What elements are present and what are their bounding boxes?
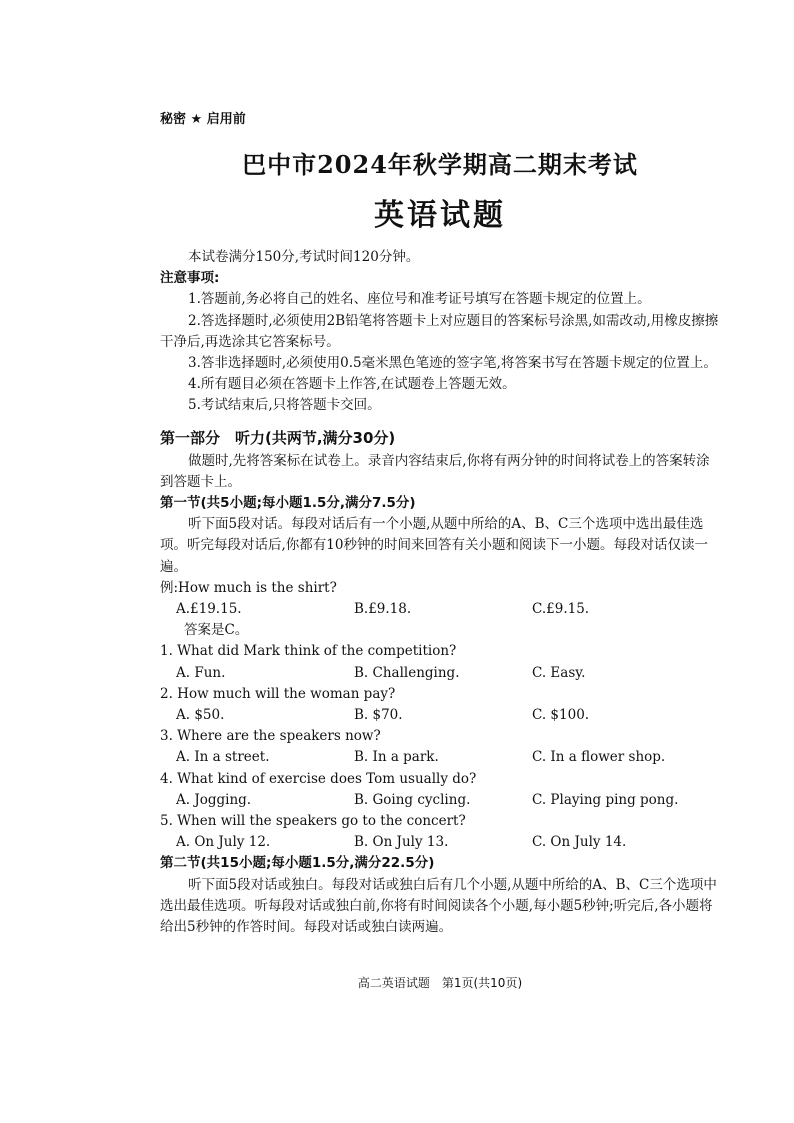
question-options (160, 832, 720, 853)
option-b: B. Challenging. (354, 664, 460, 681)
part1-instruction: 做题时,先将答案标在试卷上。录音内容结束后,你将有两分钟的时间将试卷上的答案转涂到答题卡上。 (160, 452, 710, 490)
question-options (160, 747, 720, 768)
question-4: 4. What kind of exercise does Tom usually do? (160, 770, 477, 787)
option-c: C. On July 14. (532, 834, 627, 851)
option-a: A. Jogging. (176, 791, 252, 808)
question-options (160, 790, 720, 811)
score-line: 本试卷满分150分,考试时间120分钟。 (188, 249, 420, 265)
option-b: B. On July 13. (354, 834, 449, 851)
option-c: C.£9.15. (532, 601, 590, 618)
section1-title: 第一节(共5小题;每小题1.5分,满分7.5分) (160, 495, 416, 512)
page-footer: 高二英语试题 第1页(共10页) (357, 976, 523, 990)
option-a: A. $50. (176, 707, 225, 724)
notice-item: 3.答非选择题时,必须使用0.5毫米黑色笔迹的签字笔,将答案书写在答题卡规定的位置上。 (188, 355, 717, 372)
option-b: B. In a park. (354, 749, 439, 766)
section2-title: 第二节(共15小题;每小题1.5分,满分22.5分) (160, 855, 435, 872)
option-c: C. $100. (532, 707, 590, 724)
exam-title: 巴中市2024年秋学期高二期末考试 (242, 150, 638, 179)
example-question: 例:How much is the shirt? (160, 579, 337, 596)
question-2: 2. How much will the woman pay? (160, 685, 396, 702)
question-5: 5. When will the speakers go to the concert? (160, 813, 466, 830)
question-options (160, 663, 720, 684)
example-answer: 答案是C。 (184, 622, 249, 639)
option-a: A. On July 12. (176, 834, 271, 851)
option-a: A. Fun. (176, 664, 226, 681)
notice-item: 1.答题前,务必将自己的姓名、座位号和准考证号填写在答题卡规定的位置上。 (188, 291, 651, 308)
secret-mark: 秘密 ★ 启用前 (160, 112, 246, 127)
notice-item: 5.考试结束后,只将答题卡交回。 (188, 397, 381, 414)
question-1: 1. What did Mark think of the competition? (160, 643, 457, 660)
exam-subtitle: 英语试题 (374, 198, 506, 233)
option-b: B.£9.18. (354, 601, 412, 618)
option-c: C. Easy. (532, 664, 586, 681)
notice-item: 2.答选择题时,必须使用2B铅笔将答题卡上对应题目的答案标号涂黑,如需改动,用橡皮擦擦干净后,再选涂其它答案标号。 (160, 312, 719, 350)
option-c: C. Playing ping pong. (532, 791, 679, 808)
question-options (160, 705, 720, 726)
question-3: 3. Where are the speakers now? (160, 728, 381, 745)
section2-instruction: 听下面5段对话或独白。每段对话或独白后有几个小题,从题中所给的A、B、C三个选项中选出最佳选项。听每段对话或独白前,你将有时间阅读各个小题,每小题5秒钟;听完后,各小题将给出5秒钟的作答时间。每段对话或独白读两遍。 (160, 876, 717, 936)
exam-content (160, 247, 720, 938)
part1-title: 第一部分 听力(共两节,满分30分) (160, 428, 396, 447)
option-b: B. Going cycling. (354, 791, 471, 808)
notice-title: 注意事项: (160, 270, 220, 287)
option-c: C. In a flower shop. (532, 749, 666, 766)
option-a: A. In a street. (176, 749, 270, 766)
example-options (160, 599, 720, 620)
option-a: A.£19.15. (176, 601, 242, 618)
option-b: B. $70. (354, 707, 403, 724)
notice-item: 4.所有题目必须在答题卡上作答,在试题卷上答题无效。 (188, 376, 516, 393)
section1-instruction: 听下面5段对话。每段对话后有一个小题,从题中所给的A、B、C三个选项中选出最佳选项。听完每段对话后,你都有10秒钟的时间来回答有关小题和阅读下一小题。每段对话仅读一遍。 (160, 516, 708, 575)
